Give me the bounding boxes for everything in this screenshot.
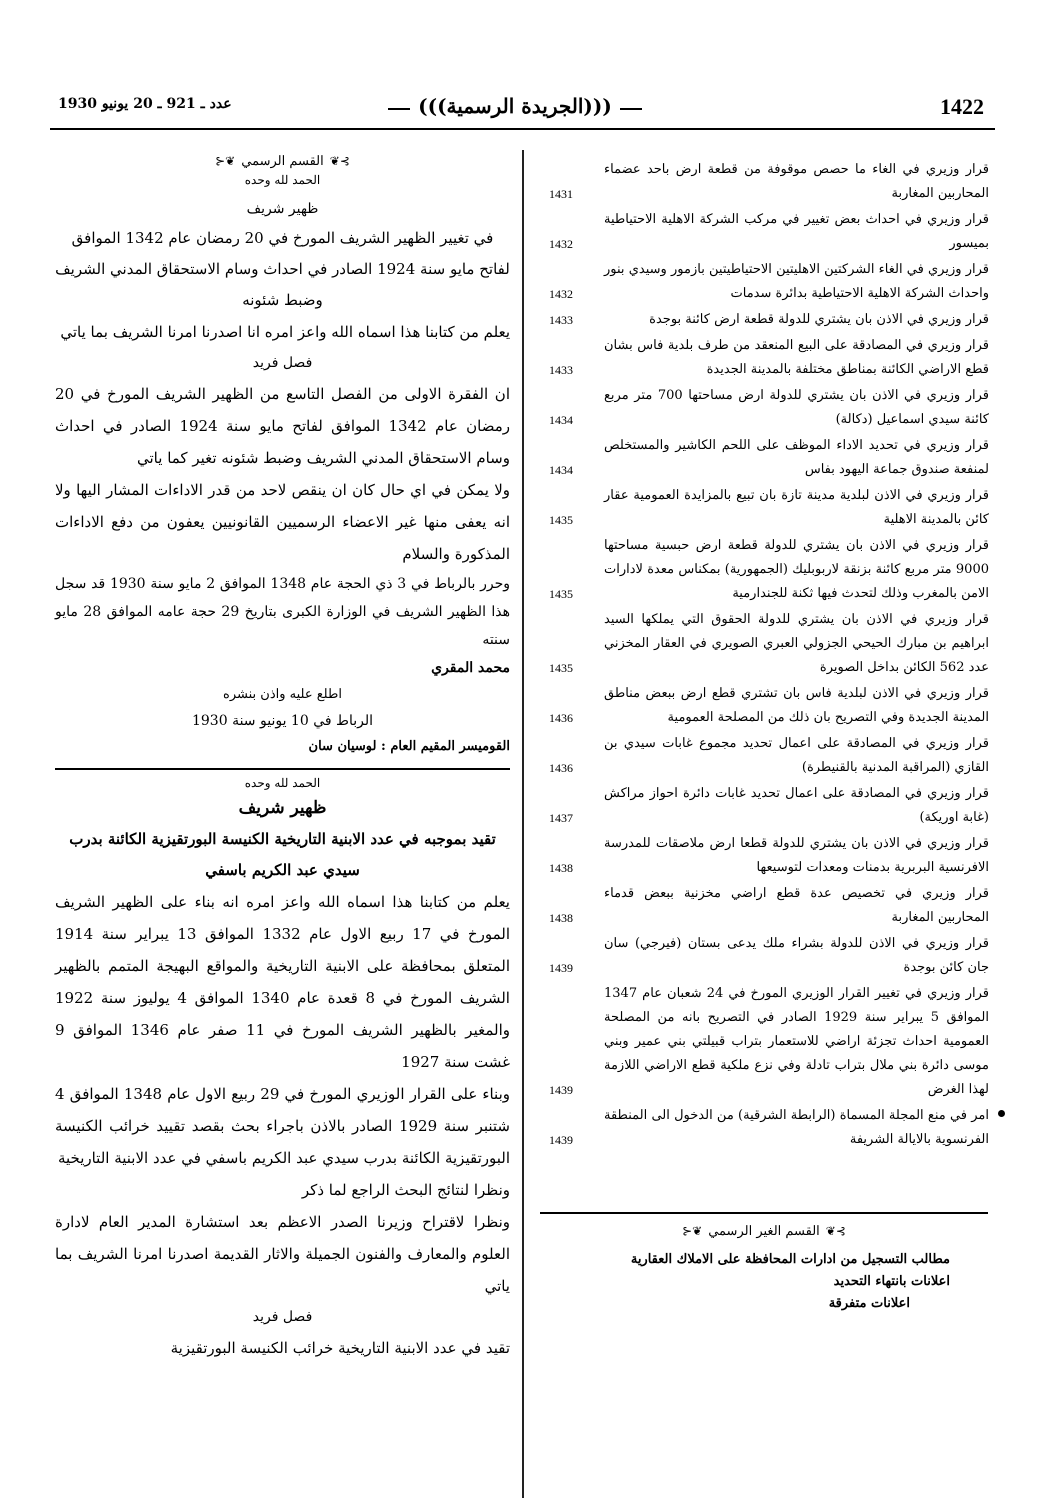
article-title: فصل فريد: [252, 1309, 313, 1325]
toc-entry-text: امر في منع المجلة المسماة (الرابطة الشرقية) من الدخول الى المنطقة الفرنسوية بالايالة الشريفة: [604, 1108, 989, 1147]
official-section-heading: ⊱❦القسم الرسمي❦⊰: [215, 154, 350, 169]
decree-body: ان الفقرة الاولى من الفصل التاسع من الظهير الشريف المورخ في 20 رمضان عام 1342 الموافق لفاتح مايو سنة 1924 الصادر في احداث وسام الاستحقاق المدني الشريف وضبط شئونه تغير كما ياتي: [55, 385, 510, 467]
toc-entry-page: 1439: [549, 961, 573, 975]
toc-entry-text: قرار وزيري في الغاء ما حصص موقوفة من قطعة ارض باحد عضماء المحاربين المغاربة: [604, 162, 989, 201]
toc-entry-text: قرار وزيري في تغيير القرار الوزيري المورخ في 24 شعبان عام 1347 الموافق 5 يبراير سنة 1929 الصادر في التصريح بانه من المصلحة العمومية احداث تجزئة اراضي للاستعمار بتراب قبيلتي بني عمير وبني موسى دائرة بني ملال بتراب تادلة وفي نزع ملكية قطع الاراضي اللازمة لهذا الغرض: [604, 986, 989, 1097]
decree-preamble: يعلم من كتابنا هذا اسماه الله واعز امره انا اصدرنا امرنا الشريف بما ياتي: [60, 323, 510, 341]
toc-entry: [549, 608, 989, 680]
ornament-icon: ⊱❦: [825, 1224, 846, 1238]
ornament-icon: ❦⊰: [215, 154, 236, 168]
gazette-title: (((الجريدة الرسمية))): [418, 94, 612, 118]
toc-entry: [549, 334, 989, 382]
toc-entry-page: 1434: [549, 463, 573, 477]
toc-entry-text: قرار وزيري في الاذن بان يشتري للدولة قطعا ارض ملاصقات للمدرسة الافرنسية البربرية بدمنات ومعدات لتوسيعها: [604, 836, 989, 875]
toc-entry: [549, 208, 989, 256]
toc-entry-page: 1435: [549, 661, 573, 675]
section-line: مطالب التسجيل من ادارات المحافظة على الاملاك العقارية: [630, 1252, 950, 1267]
toc-entry-page: 1433: [549, 313, 573, 327]
decree-title: ظهير شريف: [238, 798, 327, 818]
praise-line: الحمد لله وحده: [244, 173, 321, 187]
toc-entry: [549, 782, 989, 830]
decree-separator: [55, 768, 510, 770]
toc-entry-page: 1436: [549, 711, 573, 725]
toc-entry-page: 1432: [549, 237, 573, 251]
toc-entry: [549, 484, 989, 532]
toc-entry: [549, 434, 989, 482]
toc-entry: [549, 308, 989, 332]
decree-date: وحرر بالرباط في 3 ذي الحجة عام 1348 الموافق 2 مايو سنة 1930 قد سجل هذا الظهير الشريف في الوزارة الكبرى بتاريخ 29 حجة عامه الموافق 28 مايو سنته: [55, 576, 511, 648]
toc-entry: [549, 534, 989, 606]
toc-entry-text: قرار وزيري في الاذن بان يشتري للدولة قطعة ارض حبسية مساحتها 9000 متر مربع كائنة بزنقة لاربوبليك (الجمهورية) بمكناس معدة لادارات الامن بالمغرب وذلك لتحدث فيها ثكنة للجندارمية: [604, 538, 989, 601]
toc-entry-text: قرار وزيري في الاذن بان يشتري للدولة ارض مساحتها 700 متر مربع كائنة سيدي اسماعيل (دكالة): [604, 388, 989, 427]
issue-date: عدد ـ 921 ـ 20 يونيو 1930: [58, 96, 232, 112]
toc-entry: [549, 732, 989, 780]
page-number: 1422: [940, 94, 984, 119]
header-dash-right: [620, 108, 642, 110]
decree-subject: تقيد بموجبه في عدد الابنية التاريخية الكنيسة البورتقيزية الكائنة بدرب سيدي عبد الكريم باسفي: [69, 830, 496, 879]
toc-entry: [549, 932, 989, 980]
toc-entry-text: قرار وزيري في الاذن لبلدية مدينة تازة بان تبيع بالمزايدة العمومية عقار كائن بالمدينة الاهلية: [604, 488, 989, 527]
toc-entry-page: 1435: [549, 587, 573, 601]
section-line: اعلانات بانتهاء التحديد: [833, 1274, 950, 1289]
decree-title: ظهير شريف: [246, 201, 319, 217]
article-title: فصل فريد: [252, 355, 313, 371]
toc-entry-text: قرار وزيري في الاذن للدولة بشراء ملك يدعى بستان (فيرجي) سان جان كائن بوجدة: [604, 936, 989, 975]
toc-entry-text: قرار وزيري في تخصيص عدة قطع اراضي مخزنية ببعض قدماء المحاربين المغاربة: [604, 886, 989, 925]
signature-line: [55, 654, 510, 682]
decree-body: ونظرا لاقتراح وزيرنا الصدر الاعظم بعد استشارة المدير العام لادارة العلوم والمعارف والفنون الجميلة والاثار القديمة اصدرنا امرنا الشريف بما ياتي: [55, 1213, 510, 1295]
toc-entry: [549, 258, 989, 306]
toc-entry: [549, 882, 989, 930]
bullet-icon: [998, 1110, 1005, 1117]
column-divider: [522, 150, 524, 1498]
toc-entry: [549, 1104, 989, 1152]
toc-entry-text: قرار وزيري في تحديد الاداء الموظف على اللحم الكاشير والمستخلص لمنفعة صندوق جماعة اليهود بفاس: [604, 438, 989, 477]
article-body: تقيد في عدد الابنية التاريخية خرائب الكنيسة البورتقيزية: [170, 1339, 510, 1357]
toc-entry-page: 1437: [549, 811, 573, 825]
toc-entry-page: 1433: [549, 363, 573, 377]
decree-subject: في تغيير الظهير الشريف المورخ في 20 رمضان عام 1342 الموافق لفاتح مايو سنة 1924 الصادر في احداث وسام الاستحقاق المدني الشريف وضبط شئونه: [55, 229, 510, 309]
decree-body: ولا يمكن في اي حال كان ان ينقص لاحد من قدر الاداءات المشار اليها ولا انه يعفى منها غير الاعضاء الرسميين القانونيين يعفون من دفع الاداءات المذكورة والسلام: [55, 481, 510, 563]
toc-entry: [549, 384, 989, 432]
ornament-icon: ⊱❦: [329, 154, 350, 168]
toc-entry-page: 1432: [549, 287, 573, 301]
toc-entry-page: 1434: [549, 413, 573, 427]
toc-entry: [549, 832, 989, 880]
toc-entry-text: قرار وزيري في الاذن بان يشتري للدولة الحقوق التي يملكها السيد ابراهيم بن مبارك الحيحي الجزولي العبري الصويري في العقار المخزني عدد 562 الكائن بداخل الصويرة: [604, 612, 989, 675]
toc-entry-text: قرار وزيري في المصادقة على البيع المنعقد من طرف بلدية فاس بشان قطع الاراضي الكائنة بمناطق مختلفة بالمدينة الجديدة: [604, 338, 989, 377]
toc-entry-page: 1439: [549, 1083, 573, 1097]
decree-body: وبناء على القرار الوزيري المورخ في 29 ربيع الاول عام 1348 الموافق 4 شتنبر سنة 1929 الصادر بالاذن باجراء بحث بقصد تقييد خرائب الكنيسة البورتقيزية الكائنة بدرب سيدي عبد الكريم باسفي في عدد الابنية التاريخية: [55, 1085, 510, 1167]
ornament-icon: ❦⊰: [682, 1224, 703, 1238]
toc-entry: [549, 682, 989, 730]
toc-entry-text: قرار وزيري في احداث بعض تغيير في مركب الشركة الاهلية الاحتياطية بميسور: [604, 212, 989, 251]
toc-entry-text: قرار وزيري في الاذن بان يشتري للدولة قطعة ارض كائنة بوجدة: [649, 312, 989, 327]
section-rule: [540, 1212, 988, 1214]
decree-body: يعلم من كتابنا هذا اسماه الله واعز امره انه بناء على الظهير الشريف المورخ في 17 ربيع الاول عام 1332 الموافق 13 يبراير سنة 1914 المتعلق بمحافظة على الابنية التاريخية والمواقع البهيجة المتمم بالظهير الشريف المورخ في 8 قعدة عام 1340 الموافق 4 يوليوز سنة 1922 والمغير بالظهير الشريف المورخ في 11 صفر عام 1346 الموافق 9 غشت سنة 1927: [55, 893, 510, 1071]
toc-entry-page: 1436: [549, 761, 573, 775]
toc-entry-page: 1435: [549, 513, 573, 527]
table-of-contents: [549, 158, 989, 1154]
section-heading: ⊱❦القسم الغير الرسمي❦⊰: [682, 1224, 846, 1239]
toc-entry-page: 1439: [549, 1133, 573, 1147]
toc-entry: [549, 982, 989, 1102]
toc-entry-page: 1438: [549, 861, 573, 875]
toc-entry: [549, 158, 989, 206]
decree-body: ونظرا لنتائج البحث الراجع لما ذكر: [301, 1181, 510, 1199]
publication-approval: اطلع عليه واذن بنشره: [223, 687, 342, 702]
toc-entry-text: قرار وزيري في الغاء الشركتين الاهليتين الاحتياطيتين بازمور وسيدي بنور واحداث الشركة الاهلية الاحتياطية بدائرة سدمات: [604, 262, 989, 301]
toc-entry-text: قرار وزيري في المصادقة على اعمال تحديد غابات دائرة احواز مراكش (غابة اوريكة): [604, 786, 989, 825]
toc-entry-page: 1438: [549, 911, 573, 925]
praise-line: الحمد لله وحده: [244, 776, 321, 790]
signatory: محمد المقري: [431, 660, 510, 676]
header-rule: [50, 128, 995, 130]
toc-entry-text: قرار وزيري في الاذن لبلدية فاس بان تشتري قطع ارض ببعض مناطق المدينة الجديدة وفي التصريح بان ذلك من المصلحة العمومية: [604, 686, 989, 725]
section-line: اعلانات متفرقة: [828, 1296, 910, 1311]
unofficial-section: [540, 1212, 988, 1315]
toc-entry-text: قرار وزيري في المصادقة على اعمال تحديد مجموع غابات سيدي بن القازي (المراقبة المدنية بالقنيطرة): [604, 736, 989, 775]
rabat-date: الرباط في 10 يونيو سنة 1930: [191, 713, 374, 729]
resident-general: القوميسر المقيم العام : لوسيان سان: [308, 739, 510, 754]
decrees-column: [55, 150, 510, 1364]
toc-entry-page: 1431: [549, 187, 573, 201]
